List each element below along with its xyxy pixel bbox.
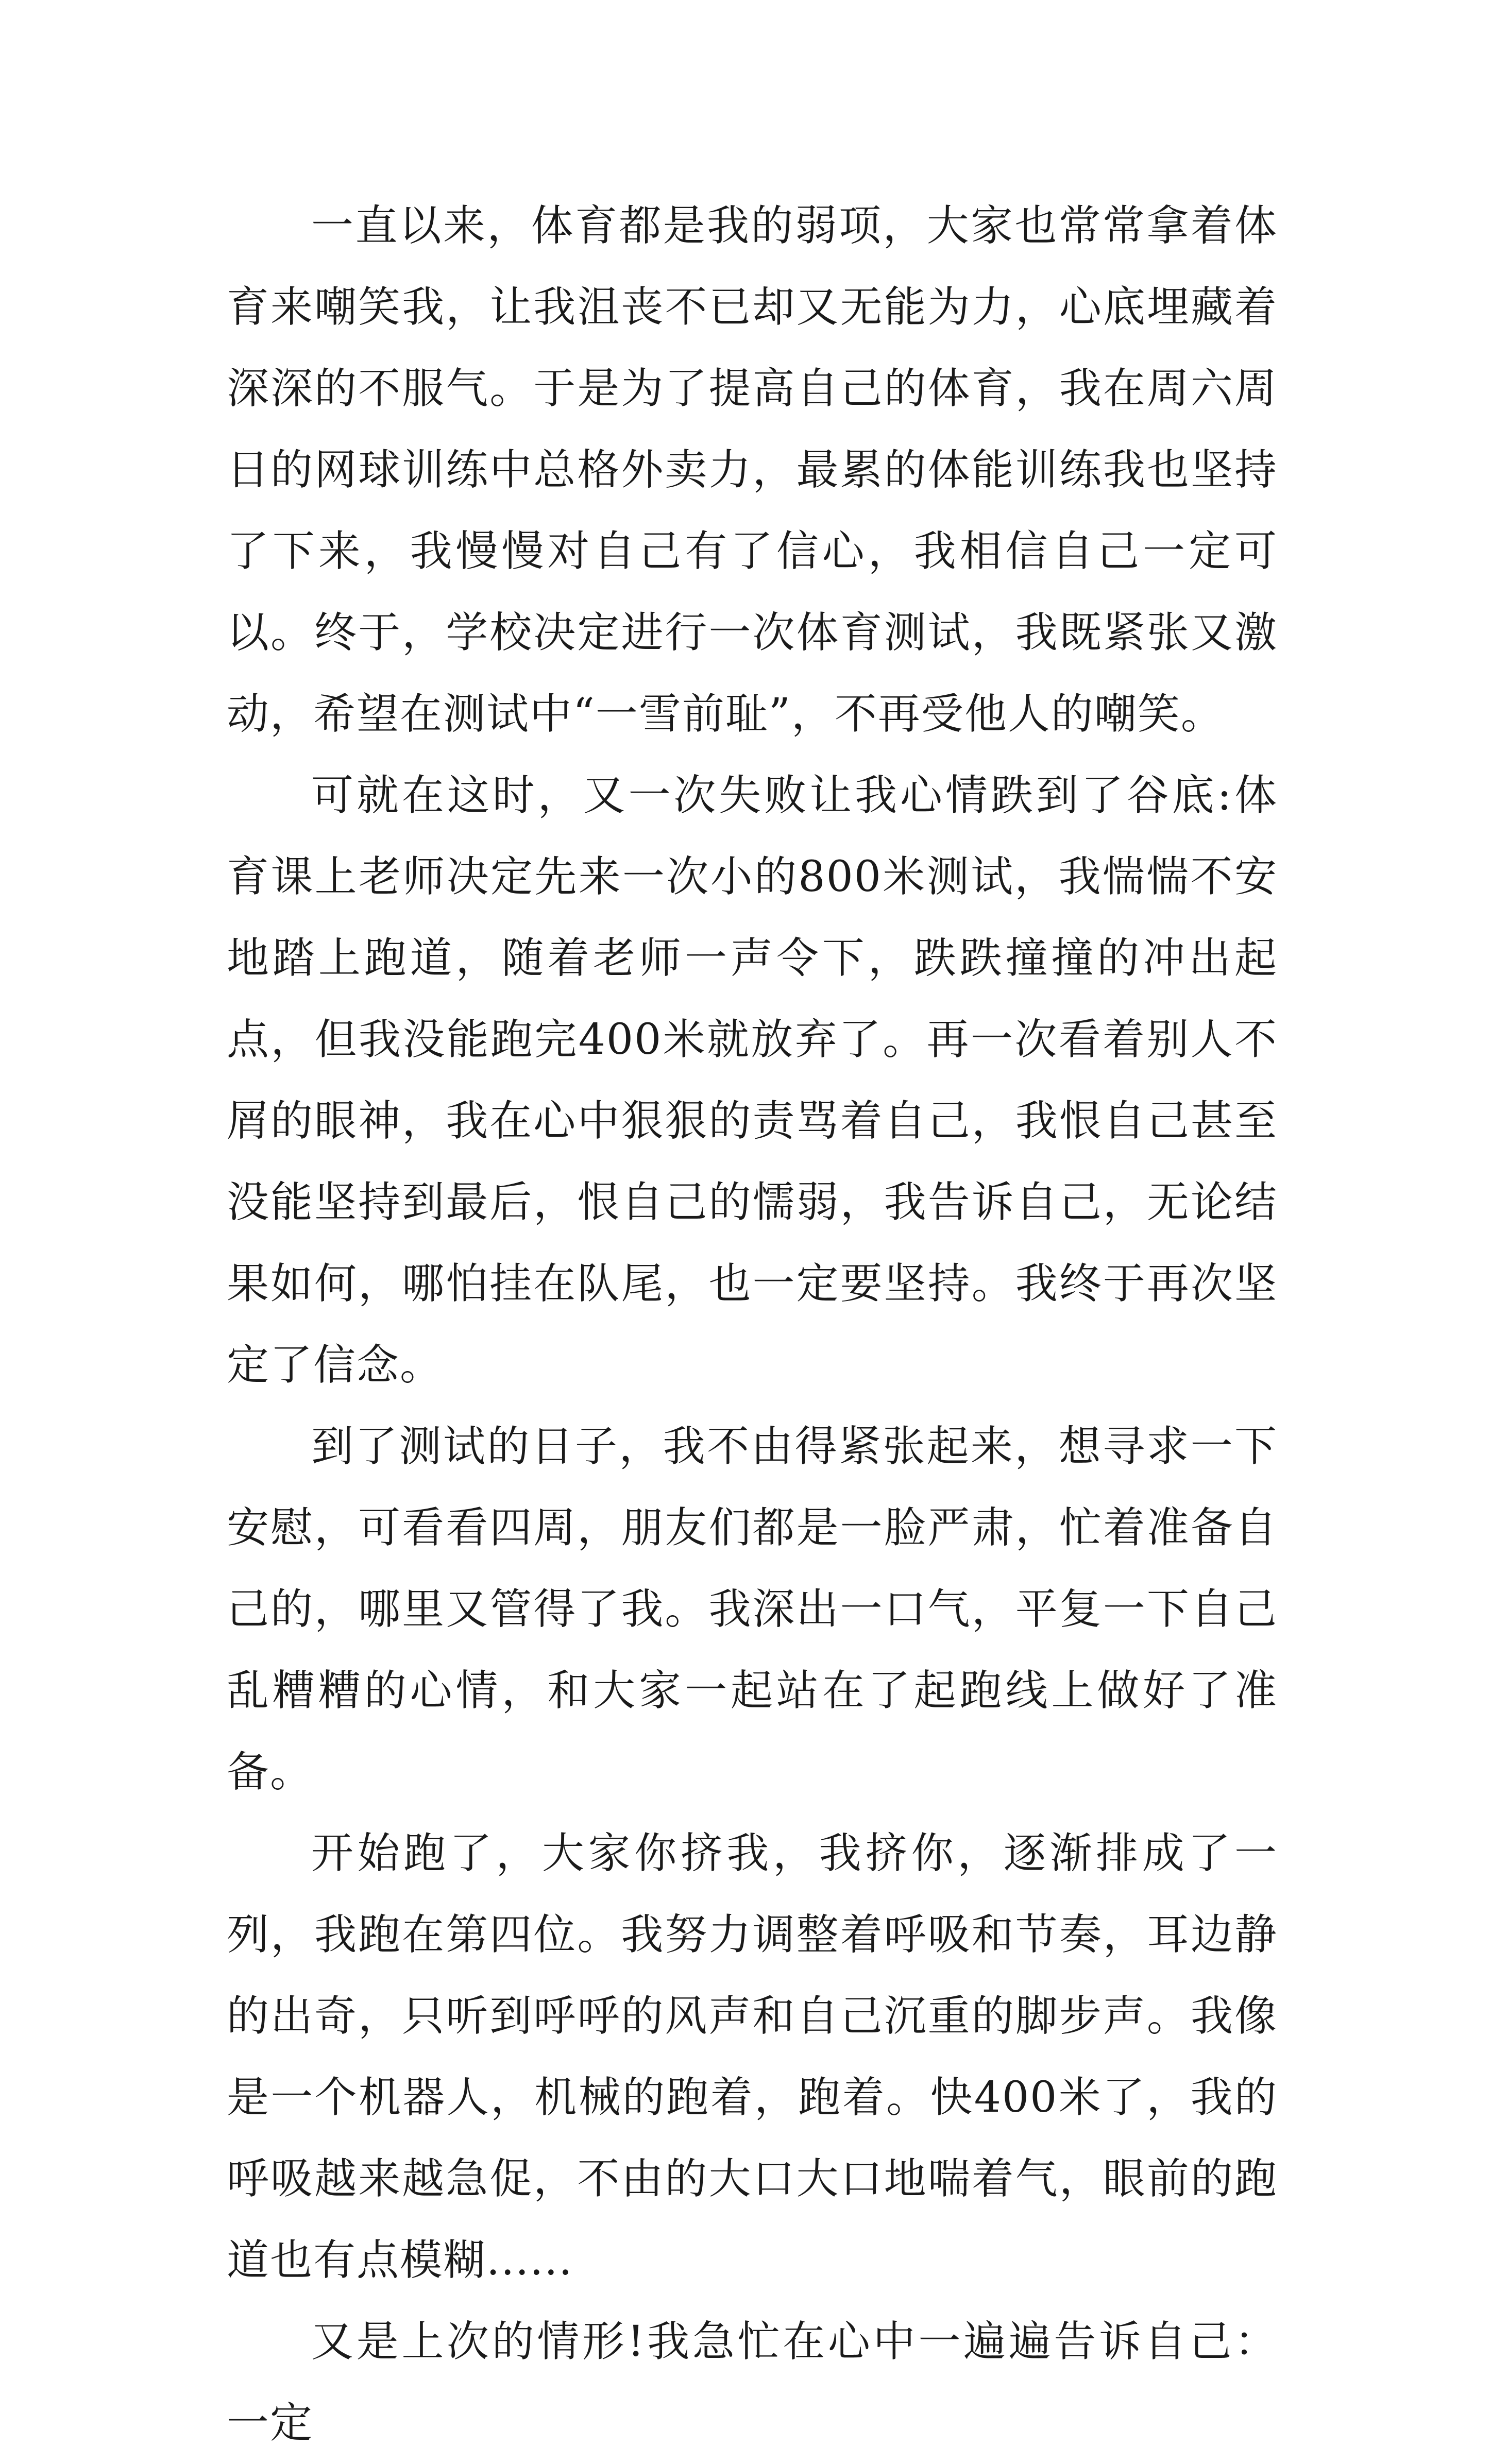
paragraph-1: 一直以来，体育都是我的弱项，大家也常常拿着体育来嘲笑我，让我沮丧不已却又无能为力，心底埋藏着深深的不服气。于是为了提高自己的体育，我在周六周日的网球训练中总格外卖力，最累的体能训练我也坚持了下来，我慢慢对自己有了信心，我相信自己一定可以。终于，学校决定进行一次体育测试，我既紧张又激动，希望在测试中“一雪前耻”，不再受他人的嘲笑。 <box>227 201 1278 739</box>
paragraph-2: 可就在这时，又一次失败让我心情跌到了谷底:体育课上老师决定先来一次小的800米测试，我惴惴不安地踏上跑道，随着老师一声令下，跌跌撞撞的冲出起点，但我没能跑完400米就放弃了。再一次看着别人不屑的眼神，我在心中狠狠的责骂着自己，我恨自己甚至没能坚持到最后，恨自己的懦弱，我告诉自己，无论结果如何，哪怕挂在队尾，也一定要坚持。我终于再次坚定了信念。 <box>227 771 1278 1390</box>
paragraph-4: 开始跑了，大家你挤我，我挤你，逐渐排成了一列，我跑在第四位。我努力调整着呼吸和节奏，耳边静的出奇，只听到呼呼的风声和自己沉重的脚步声。我像是一个机器人，机械的跑着，跑着。快400米了，我的呼吸越来越急促，不由的大口大口地喘着气，眼前的跑道也有点模糊...... <box>227 1829 1278 2285</box>
paragraph-3: 到了测试的日子，我不由得紧张起来，想寻求一下安慰，可看看四周，朋友们都是一脸严肃，忙着准备自己的，哪里又管得了我。我深出一口气，平复一下自己乱糟糟的心情，和大家一起站在了起跑线上做好了准备。 <box>227 1422 1278 1796</box>
paragraph-5: 又是上次的情形!我急忙在心中一遍遍告诉自己：一定 <box>227 2317 1278 2448</box>
document-body <box>227 185 1278 2464</box>
